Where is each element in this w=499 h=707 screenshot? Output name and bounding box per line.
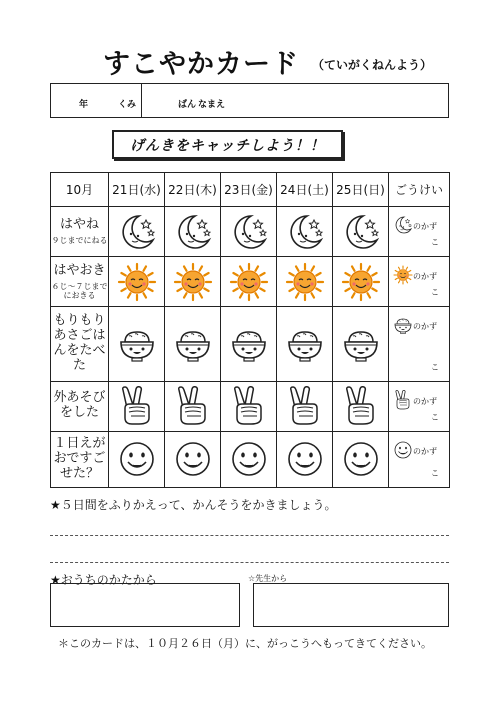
day-cell[interactable] xyxy=(221,207,277,257)
day-cell[interactable] xyxy=(333,431,389,487)
moon-icon[interactable] xyxy=(277,212,332,252)
total-cell[interactable] xyxy=(389,257,450,307)
day-cell[interactable] xyxy=(221,257,277,307)
moon-icon[interactable] xyxy=(333,212,388,252)
day-cell[interactable] xyxy=(333,307,389,381)
count-label: のかず xyxy=(413,446,437,456)
day-cell[interactable] xyxy=(221,381,277,431)
day-cell[interactable] xyxy=(333,207,389,257)
total-header: ごうけい xyxy=(389,173,450,207)
sun-icon[interactable] xyxy=(109,262,164,302)
day-cell[interactable] xyxy=(165,207,221,257)
grade-label: 年 xyxy=(79,100,89,110)
row-label xyxy=(51,431,109,487)
rice-bowl-icon[interactable] xyxy=(165,324,220,364)
smiley-icon[interactable] xyxy=(221,439,276,479)
total-cell[interactable] xyxy=(389,307,450,381)
day-cell[interactable] xyxy=(109,381,165,431)
row-label xyxy=(51,381,109,431)
table-header-row xyxy=(51,173,450,207)
row-label-text: はやね xyxy=(59,217,99,233)
row-label-sub: ９じまでにねる xyxy=(51,235,108,245)
day-cell[interactable] xyxy=(333,257,389,307)
moon-icon[interactable] xyxy=(109,212,164,252)
number-label: ばん xyxy=(178,100,197,110)
count-unit: こ xyxy=(431,238,439,248)
rice-bowl-icon xyxy=(393,315,413,335)
teacher-comment-box[interactable] xyxy=(253,583,449,627)
table-row xyxy=(51,431,450,487)
page-subtitle: （ていがくねんよう） xyxy=(312,58,433,72)
day-cell[interactable] xyxy=(165,381,221,431)
total-cell[interactable] xyxy=(389,431,450,487)
day-cell[interactable] xyxy=(109,257,165,307)
row-label xyxy=(51,207,109,257)
peace-hand-icon[interactable] xyxy=(277,386,332,426)
day-cell[interactable] xyxy=(333,381,389,431)
count-unit: こ xyxy=(431,412,439,422)
rice-bowl-icon[interactable] xyxy=(277,324,332,364)
day-cell[interactable] xyxy=(109,307,165,381)
footer-note: ＊このカードは、１０月２６日（月）に、がっこうへもってきてください。 xyxy=(58,637,432,650)
day-header: 23日(金) xyxy=(221,173,277,207)
family-comment-label: ★おうちのかたから xyxy=(50,573,157,587)
smiley-icon[interactable] xyxy=(277,439,332,479)
row-label-text: もりもりあさごはんをたべた xyxy=(53,313,106,373)
day-cell[interactable] xyxy=(277,207,333,257)
slogan-banner: げんきをキャッチしよう！！ xyxy=(112,130,343,159)
name-label: なまえ xyxy=(198,100,226,110)
writing-line xyxy=(50,562,449,563)
table-row xyxy=(51,381,450,431)
smiley-icon xyxy=(393,440,413,460)
writing-line xyxy=(50,535,449,536)
sun-icon[interactable] xyxy=(165,262,220,302)
day-header: 21日(水) xyxy=(109,173,165,207)
count-unit: こ xyxy=(431,362,439,372)
day-cell[interactable] xyxy=(165,307,221,381)
rice-bowl-icon[interactable] xyxy=(109,324,164,364)
moon-icon[interactable] xyxy=(165,212,220,252)
moon-icon xyxy=(393,215,413,235)
peace-hand-icon[interactable] xyxy=(333,386,388,426)
row-label-text: １日えがおですごせた？ xyxy=(53,436,106,481)
day-header: 25日(日) xyxy=(333,173,389,207)
sun-icon xyxy=(393,265,413,285)
day-cell[interactable] xyxy=(277,257,333,307)
peace-hand-icon[interactable] xyxy=(221,386,276,426)
count-label: のかず xyxy=(413,396,437,406)
total-cell[interactable] xyxy=(389,381,450,431)
day-cell[interactable] xyxy=(277,307,333,381)
table-row xyxy=(51,257,450,307)
row-label xyxy=(51,307,109,381)
total-cell[interactable] xyxy=(389,207,450,257)
row-label xyxy=(51,257,109,307)
peace-hand-icon[interactable] xyxy=(109,386,164,426)
count-label: のかず xyxy=(413,322,437,332)
peace-hand-icon[interactable] xyxy=(165,386,220,426)
sun-icon[interactable] xyxy=(221,262,276,302)
row-label-text: 外あそびをした xyxy=(53,390,106,421)
table-row xyxy=(51,207,450,257)
class-label: くみ xyxy=(118,100,137,110)
name-box xyxy=(50,83,449,118)
count-unit: こ xyxy=(431,288,439,298)
day-cell[interactable] xyxy=(277,381,333,431)
count-label: のかず xyxy=(413,222,437,231)
count-label: のかず xyxy=(413,272,437,282)
table-row xyxy=(51,307,450,381)
smiley-icon[interactable] xyxy=(333,439,388,479)
day-header: 22日(木) xyxy=(165,173,221,207)
day-cell[interactable] xyxy=(165,257,221,307)
reflection-prompt: ★５日間をふりかえって、かんそうをかきましょう。 xyxy=(50,498,337,512)
day-cell[interactable] xyxy=(277,431,333,487)
page-title: すこやかカード xyxy=(103,49,299,80)
count-unit: こ xyxy=(431,469,439,478)
sun-icon[interactable] xyxy=(277,262,332,302)
day-cell[interactable] xyxy=(109,207,165,257)
name-box-divider xyxy=(141,84,142,117)
day-cell[interactable] xyxy=(109,431,165,487)
sun-icon[interactable] xyxy=(333,262,388,302)
moon-icon[interactable] xyxy=(221,212,276,252)
month-header: 10月 xyxy=(51,173,109,207)
row-label-text: はやおき xyxy=(53,262,106,278)
rice-bowl-icon[interactable] xyxy=(333,324,388,364)
smiley-icon[interactable] xyxy=(109,439,164,479)
day-cell[interactable] xyxy=(221,307,277,381)
peace-hand-icon xyxy=(393,390,413,410)
rice-bowl-icon[interactable] xyxy=(221,324,276,364)
day-cell[interactable] xyxy=(221,431,277,487)
day-header: 24日(土) xyxy=(277,173,333,207)
family-comment-box[interactable] xyxy=(50,583,240,627)
health-table xyxy=(50,172,450,488)
teacher-comment-label: ☆先生から xyxy=(248,574,288,583)
day-cell[interactable] xyxy=(165,431,221,487)
smiley-icon[interactable] xyxy=(165,439,220,479)
row-label-sub: ６じ～７じまでにおきる xyxy=(51,281,108,300)
